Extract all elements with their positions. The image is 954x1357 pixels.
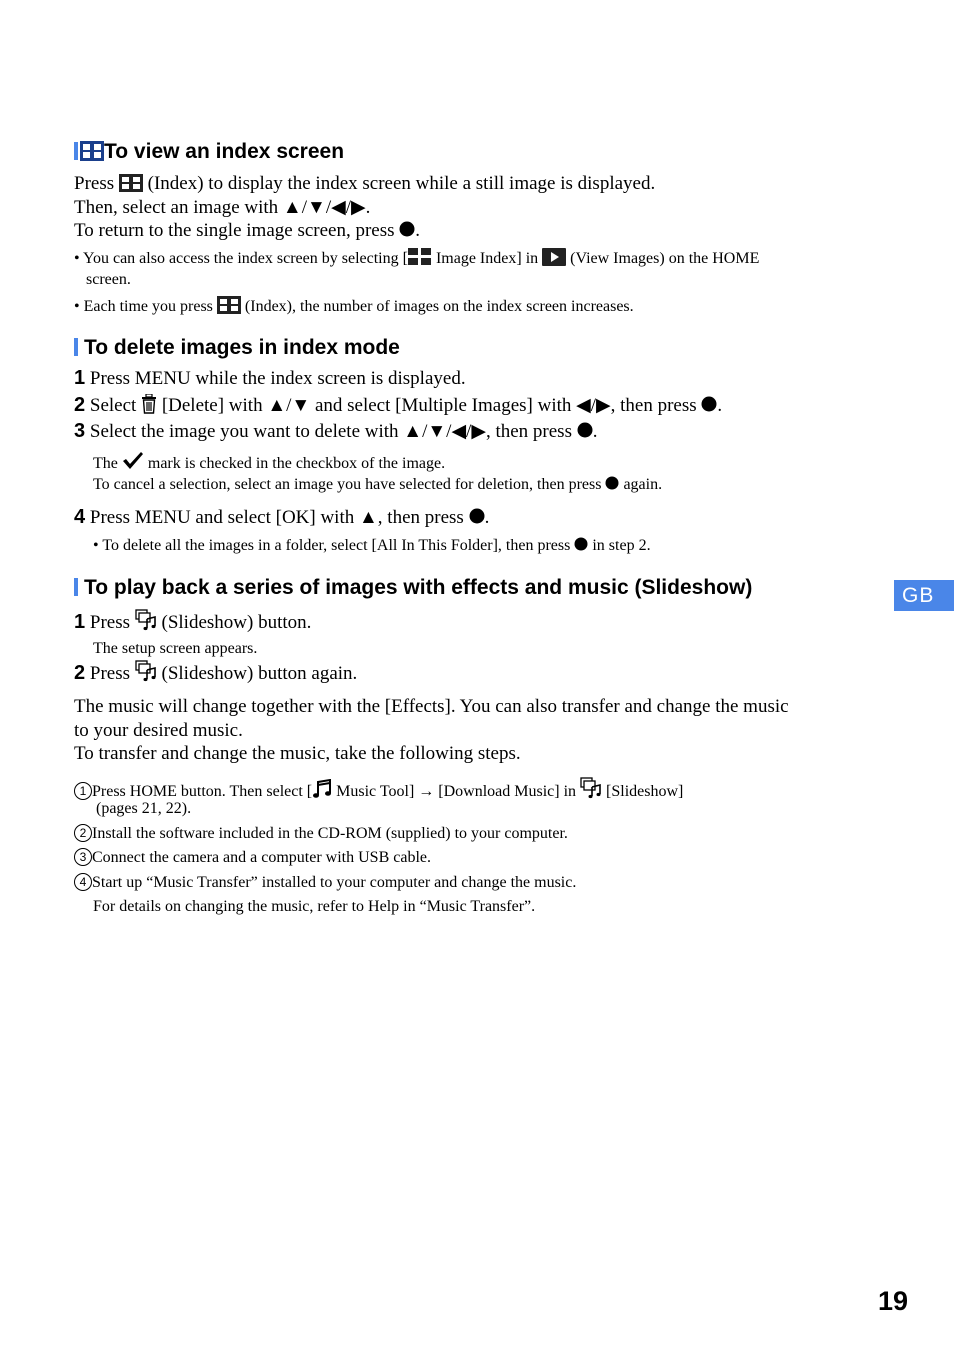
step-number: 4 xyxy=(74,506,86,528)
center-button-icon xyxy=(701,396,717,412)
music-step-1-cont: (pages 21, 22). xyxy=(96,800,192,817)
center-button-icon xyxy=(605,476,619,490)
slideshow-step-2: 2 Press (Slideshow) button again. xyxy=(74,662,358,684)
music-note-icon xyxy=(312,779,332,799)
heading-bar xyxy=(74,578,78,596)
delete-sub-2: To cancel a selection, select an image you have selected for deletion, then press again. xyxy=(93,476,663,493)
circled-number: 4 xyxy=(74,873,92,891)
heading-index-text: To view an index screen xyxy=(104,140,345,163)
delete-step-1: 1 Press MENU while the index screen is displayed. xyxy=(74,367,466,389)
heading-slideshow: To play back a series of images with effects and music (Slideshow) xyxy=(74,576,752,600)
index-icon xyxy=(217,296,241,314)
slideshow-step-1: 1 Press (Slideshow) button. xyxy=(74,611,312,633)
center-button-icon xyxy=(399,221,415,237)
trash-icon xyxy=(141,394,157,414)
slideshow-icon xyxy=(580,777,602,799)
arrow-right-icon: → xyxy=(418,783,435,800)
index-note-2: • Each time you press (Index), the number of images on the index screen increases. xyxy=(74,298,634,315)
step-number: 3 xyxy=(74,420,86,442)
step-number: 1 xyxy=(74,611,86,633)
music-step-3: 3 Connect the camera and a computer with USB cable. xyxy=(74,848,431,867)
index-line-3: To return to the single image screen, press . xyxy=(74,220,421,241)
checkmark-icon xyxy=(122,451,144,471)
slideshow-step-1-sub: The setup screen appears. xyxy=(93,640,258,657)
heading-bar xyxy=(74,338,78,356)
center-button-icon xyxy=(577,422,593,438)
music-step-1: 1 Press HOME button. Then select [ Music Tool] → [Download Music] in [Slideshow] xyxy=(74,777,683,801)
slideshow-icon xyxy=(135,609,157,631)
circled-number: 1 xyxy=(74,782,92,800)
step-number: 2 xyxy=(74,662,86,684)
heading-bar xyxy=(74,142,78,160)
index-note-1-cont: screen. xyxy=(86,271,131,288)
heading-index-screen xyxy=(74,140,344,164)
index-icon xyxy=(119,174,143,192)
step-number: 1 xyxy=(74,367,86,389)
index-note-1: • You can also access the index screen by selecting [ Image Index] in (View Images) on the HOME xyxy=(74,250,760,267)
step-number: 2 xyxy=(74,394,86,416)
index-line-1: Press (Index) to display the index screen while a still image is displayed. xyxy=(74,173,656,194)
page-number: 19 xyxy=(878,1286,909,1316)
language-tab: GB xyxy=(894,580,954,611)
index-line-2: Then, select an image with ▲/▼/◀/▶. xyxy=(74,197,371,218)
play-icon xyxy=(542,248,566,266)
center-button-icon xyxy=(574,537,588,551)
circled-number: 2 xyxy=(74,824,92,842)
circled-number: 3 xyxy=(74,848,92,866)
slideshow-para-1: The music will change together with the [Effects]. You can also transfer and change the music xyxy=(74,696,789,717)
delete-step-2: 2 Select [Delete] with ▲/▼ and select [Multiple Images] with ◀/▶, then press . xyxy=(74,394,723,416)
heading-delete: To delete images in index mode xyxy=(74,336,400,360)
music-step-4: 4 Start up “Music Transfer” installed to your computer and change the music. xyxy=(74,873,576,892)
music-step-2: 2 Install the software included in the CD-ROM (supplied) to your computer. xyxy=(74,824,568,843)
delete-sub-1: The mark is checked in the checkbox of the image. xyxy=(93,451,445,473)
music-step-4-sub: For details on changing the music, refer to Help in “Music Transfer”. xyxy=(93,898,536,915)
delete-note: • To delete all the images in a folder, select [All In This Folder], then press in step 2. xyxy=(93,537,651,554)
center-button-icon xyxy=(469,508,485,524)
index-icon xyxy=(408,248,432,266)
slideshow-icon xyxy=(135,660,157,682)
delete-step-3: 3 Select the image you want to delete with ▲/▼/◀/▶, then press . xyxy=(74,420,598,442)
index-icon xyxy=(80,141,104,161)
slideshow-para-3: To transfer and change the music, take the following steps. xyxy=(74,743,521,764)
delete-step-4: 4 Press MENU and select [OK] with ▲, then press . xyxy=(74,506,490,528)
slideshow-para-2: to your desired music. xyxy=(74,720,243,741)
